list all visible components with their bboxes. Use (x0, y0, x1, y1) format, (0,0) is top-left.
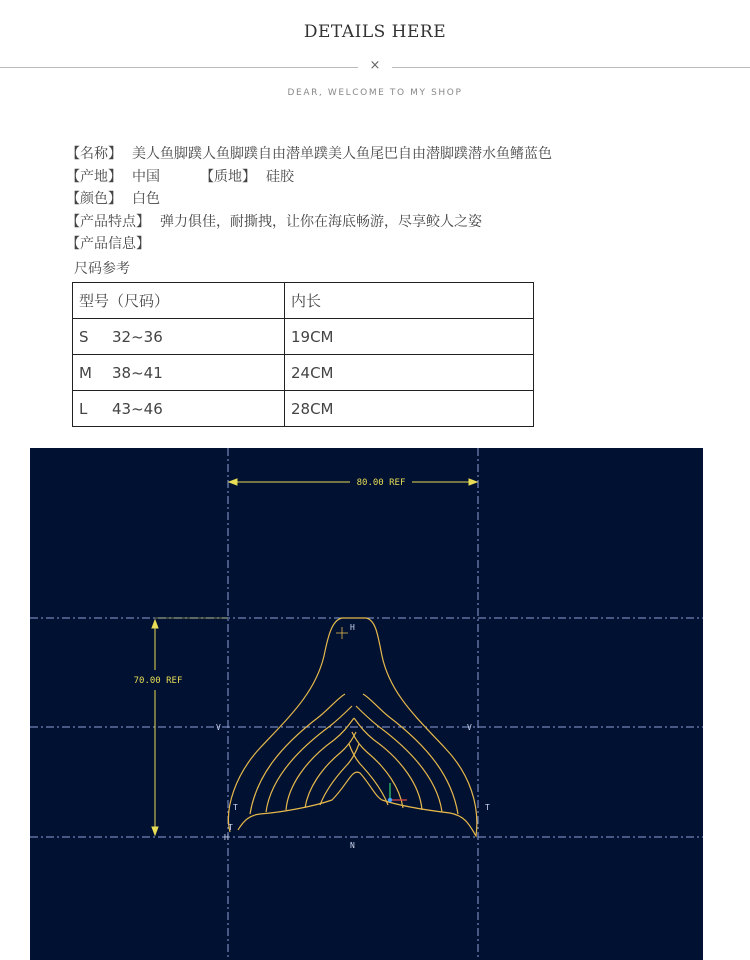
size-cell (73, 355, 285, 391)
label-n-bottom: N (350, 841, 355, 850)
info-label-name: 【名称】 (66, 146, 122, 162)
header-subtitle: DEAR, WELCOME TO MY SHOP (287, 88, 463, 98)
size-table-header-length: 内长 (285, 283, 534, 319)
fin-rib-right-3 (354, 718, 422, 810)
size-cell (73, 319, 285, 355)
size-range: 43~46 (112, 399, 163, 418)
info-value-material: 硅胶 (266, 168, 294, 185)
label-h-corner: H (224, 833, 229, 842)
length-cell: 19CM (285, 319, 534, 355)
fin-rib-right-2 (356, 706, 442, 812)
fin-rib-left-4 (305, 732, 356, 808)
height-dim-arrow-bottom (152, 827, 158, 835)
size-table-header-row (73, 283, 534, 319)
size-code: L (79, 399, 88, 418)
info-row-origin (66, 166, 552, 189)
info-value-origin: 中国 (132, 168, 160, 185)
info-value-features: 弹力俱佳，耐撕拽，让你在海底畅游，尽享鲛人之姿 (160, 213, 482, 230)
width-dimension-label: 80.00 REF (356, 478, 406, 488)
size-range: 32~36 (112, 327, 163, 346)
size-range: 38~41 (112, 363, 163, 382)
header-divider-left (0, 67, 358, 68)
size-table (72, 282, 534, 427)
info-row-features (66, 211, 552, 234)
fin-rib-left-3 (286, 718, 354, 810)
label-h-top: H (350, 623, 355, 632)
length-cell: 24CM (285, 355, 534, 391)
details-header-title: DETAILS HERE (303, 22, 447, 42)
label-t-right: T (485, 803, 490, 812)
table-row (73, 355, 534, 391)
label-t-corner: T (228, 823, 233, 832)
info-row-name (66, 143, 552, 166)
table-row (73, 319, 534, 355)
table-row (73, 391, 534, 427)
height-dim-arrow-top (152, 620, 158, 628)
mermaid-fin-drawing (30, 448, 703, 960)
width-dim-arrow-left (229, 479, 237, 485)
size-code: S (79, 327, 89, 346)
info-label-material: 【质地】 (200, 168, 256, 185)
size-cell (73, 391, 285, 427)
size-reference-label: 尺码参考 (74, 261, 130, 277)
size-table-header-model: 型号（尺码） (73, 283, 285, 319)
header-divider-x: × (369, 58, 381, 73)
info-label-features: 【产品特点】 (66, 213, 150, 230)
label-t-left: T (233, 803, 238, 812)
info-label-origin: 【产地】 (66, 168, 122, 185)
header-divider-right (392, 67, 750, 68)
length-cell: 28CM (285, 391, 534, 427)
csys-marker (388, 783, 407, 802)
product-info-block (66, 143, 552, 256)
info-value-name: 美人鱼脚蹼人鱼脚蹼自由潜单蹼美人鱼尾巴自由潜脚蹼潜水鱼鳍蓝色 (132, 146, 552, 162)
csys-origin (388, 798, 392, 802)
label-v-right: V (467, 723, 472, 732)
axis-lines (30, 448, 703, 960)
height-dimension-label: 70.00 REF (133, 676, 183, 686)
info-row-product-info (66, 233, 552, 256)
info-row-color (66, 188, 552, 211)
label-v-left: V (216, 723, 221, 732)
info-label-color: 【颜色】 (66, 191, 122, 207)
info-label-product-info: 【产品信息】 (66, 236, 150, 252)
origin-marker (336, 627, 348, 639)
cad-drawing-panel (30, 448, 703, 960)
info-value-color: 白色 (132, 191, 160, 207)
width-dim-arrow-right (469, 479, 477, 485)
fin-rib-left-2 (266, 706, 352, 812)
size-code: M (79, 363, 92, 382)
